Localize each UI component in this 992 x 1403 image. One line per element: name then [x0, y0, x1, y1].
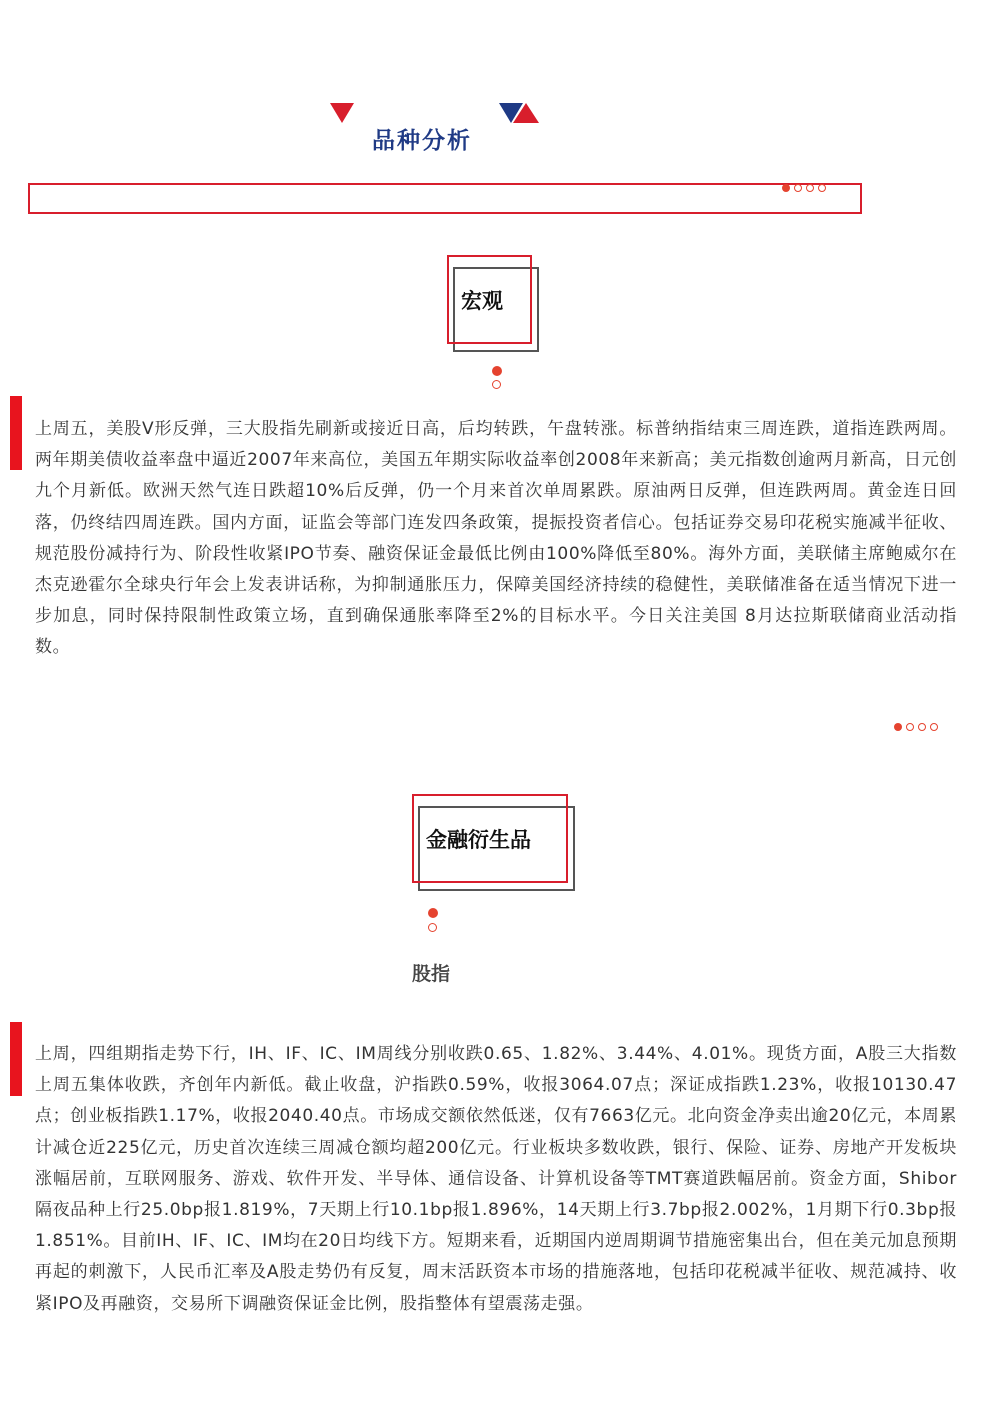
dot-ring-icon	[818, 184, 826, 192]
macro-dot-filled-icon	[492, 366, 502, 376]
title-banner-frame	[28, 183, 862, 214]
derivatives-accent-bar	[10, 1022, 22, 1096]
macro-heading: 宏观	[461, 289, 503, 313]
dot-filled-icon	[782, 184, 790, 192]
macro-paragraph: 上周五，美股V形反弹，三大股指先刷新或接近日高，后均转跌，午盘转涨。标普纳指结束三周连跌，道指连跌两周。两年期美债收益率盘中逼近2007年来高位，美国五年期实际收益率创2008年来新高；美元指数创逾两月新高，日元创九个月新低。欧洲天然气连日跌超10%后反弹，仍一个月来首次单周累跌。原油两日反弹，但连跌两周。黄金连日回落，仍终结四周连跌。国内方面，证监会等部门连发四条政策，提振投资者信心。包括证券交易印花税实施减半征收、规范股份减持行为、阶段性收紧IPO节奏、融资保证金最低比例由100%降低至80%。海外方面，美联储主席鲍威尔在杰克逊霍尔全球央行年会上发表讲话称，为抑制通胀压力，保障美国经济持续的稳健性，美联储准备在适当情况下进一步加息，同时保持限制性政策立场，直到确保通胀率降至2%的目标水平。今日关注美国 8月达拉斯联储商业活动指数。	[35, 419, 957, 658]
dot-filled-icon	[894, 723, 902, 731]
dot-ring-icon	[906, 723, 914, 731]
page-title: 品种分析	[372, 128, 472, 154]
dot-ring-icon	[806, 184, 814, 192]
macro-dot-ring-icon	[492, 380, 501, 389]
banner-dot-indicator-icon	[782, 184, 826, 192]
red-triangle-up-icon	[513, 103, 539, 123]
macro-accent-bar	[10, 396, 22, 470]
derivatives-paragraph: 上周，四组期指走势下行，IH、IF、IC、IM周线分别收跌0.65、1.82%、3.44%、4.01%。现货方面，A股三大指数上周五集体收跌，齐创年内新低。截止收盘，沪指跌0.59%，收报3064.07点；深证成指跌1.23%，收报10130.47点；创业板指跌1.17%，收报2040.40点。市场成交额依然低迷，仅有7663亿元。北向资金净卖出逾20亿元，本周累计减仓近225亿元，历史首次连续三周减仓额均超200亿元。行业板块多数收跌，银行、保险、证券、房地产开发板块涨幅居前，互联网服务、游戏、软件开发、半导体、通信设备、计算机设备等TMT赛道跌幅居前。资金方面，Shibor隔夜品种上行25.0bp报1.819%，7天期上行10.1bp报1.896%，14天期上行3.7bp报2.002%，1月期下行0.3bp报1.851%。目前IH、IF、IC、IM均在20日均线下方。短期来看，近期国内逆周期调节措施密集出台，但在美元加息预期再起的刺激下，人民币汇率及A股走势仍有反复，周末活跃资本市场的措施落地，包括印花税减半征收、规范减持、收紧IPO及再融资，交易所下调融资保证金比例，股指整体有望震荡走强。	[35, 1044, 958, 1314]
dot-ring-icon	[918, 723, 926, 731]
dot-ring-icon	[930, 723, 938, 731]
red-triangle-icon	[330, 103, 354, 123]
dot-ring-icon	[794, 184, 802, 192]
derivatives-dot-filled-icon	[428, 908, 438, 918]
stock-index-subheading: 股指	[412, 963, 451, 985]
derivatives-dot-ring-icon	[428, 923, 437, 932]
derivatives-heading: 金融衍生品	[426, 828, 531, 852]
separator-dot-indicator-icon	[894, 723, 938, 731]
